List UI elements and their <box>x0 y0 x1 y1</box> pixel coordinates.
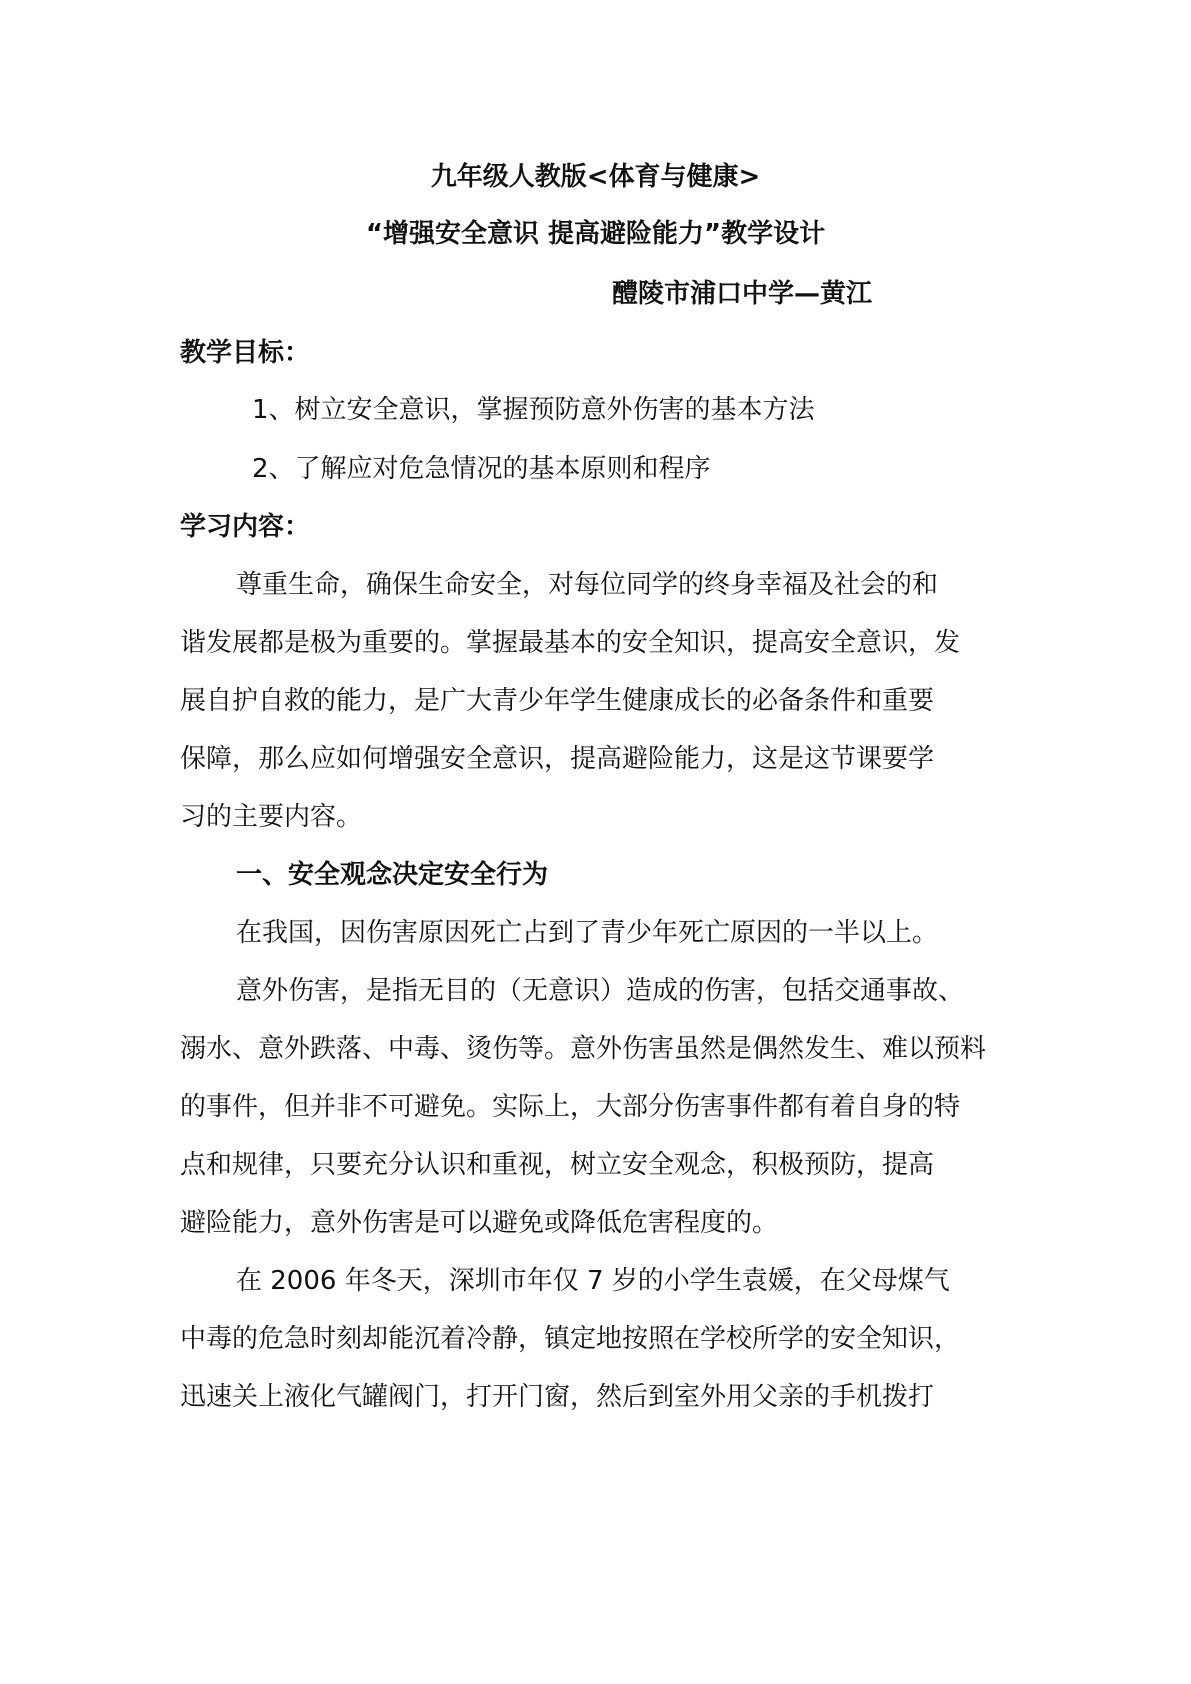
paragraph-line: 谐发展都是极为重要的。掌握最基本的安全知识，提高安全意识，发 <box>180 628 961 658</box>
author-line: 醴陵市浦口中学—黄江 <box>612 279 873 309</box>
objectives-heading: 教学目标： <box>180 338 311 368</box>
content-heading: 学习内容： <box>180 512 311 542</box>
paragraph-line: 的事件，但并非不可避免。实际上，大部分伤害事件都有着自身的特 <box>180 1092 961 1122</box>
paragraph-line: 中毒的危急时刻却能沉着冷静，镇定地按照在学校所学的安全知识， <box>180 1324 961 1354</box>
paragraph-line: 习的主要内容。 <box>180 802 363 832</box>
paragraph-line: 意外伤害，是指无目的（无意识）造成的伤害，包括交通事故、 <box>236 976 965 1006</box>
paragraph-line: 溺水、意外跌落、中毒、烫伤等。意外伤害虽然是偶然发生、难以预料 <box>180 1034 987 1064</box>
objective-item: 1、树立安全意识，掌握预防意外伤害的基本方法 <box>252 395 815 425</box>
document-subtitle: “增强安全意识 提高避险能力”教学设计 <box>365 219 826 249</box>
paragraph-line: 点和规律，只要充分认识和重视，树立安全观念，积极预防，提高 <box>180 1150 935 1180</box>
paragraph-line: 保障，那么应如何增强安全意识，提高避险能力，这是这节课要学 <box>180 744 935 774</box>
objective-item: 2、了解应对危急情况的基本原则和程序 <box>252 454 711 484</box>
paragraph-line: 避险能力，意外伤害是可以避免或降低危害程度的。 <box>180 1208 779 1238</box>
paragraph-line: 在 2006 年冬天，深圳市年仅 7 岁的小学生袁媛，在父母煤气 <box>236 1266 950 1296</box>
section-heading: 一、安全观念决定安全行为 <box>236 860 549 890</box>
paragraph-line: 在我国，因伤害原因死亡占到了青少年死亡原因的一半以上。 <box>236 918 939 948</box>
document-title: 九年级人教版<体育与健康> <box>430 162 761 192</box>
paragraph-line: 尊重生命，确保生命安全，对每位同学的终身幸福及社会的和 <box>236 570 939 600</box>
paragraph-line: 迅速关上液化气罐阀门，打开门窗，然后到室外用父亲的手机拨打 <box>180 1382 935 1412</box>
paragraph-line: 展自护自救的能力，是广大青少年学生健康成长的必备条件和重要 <box>180 686 935 716</box>
